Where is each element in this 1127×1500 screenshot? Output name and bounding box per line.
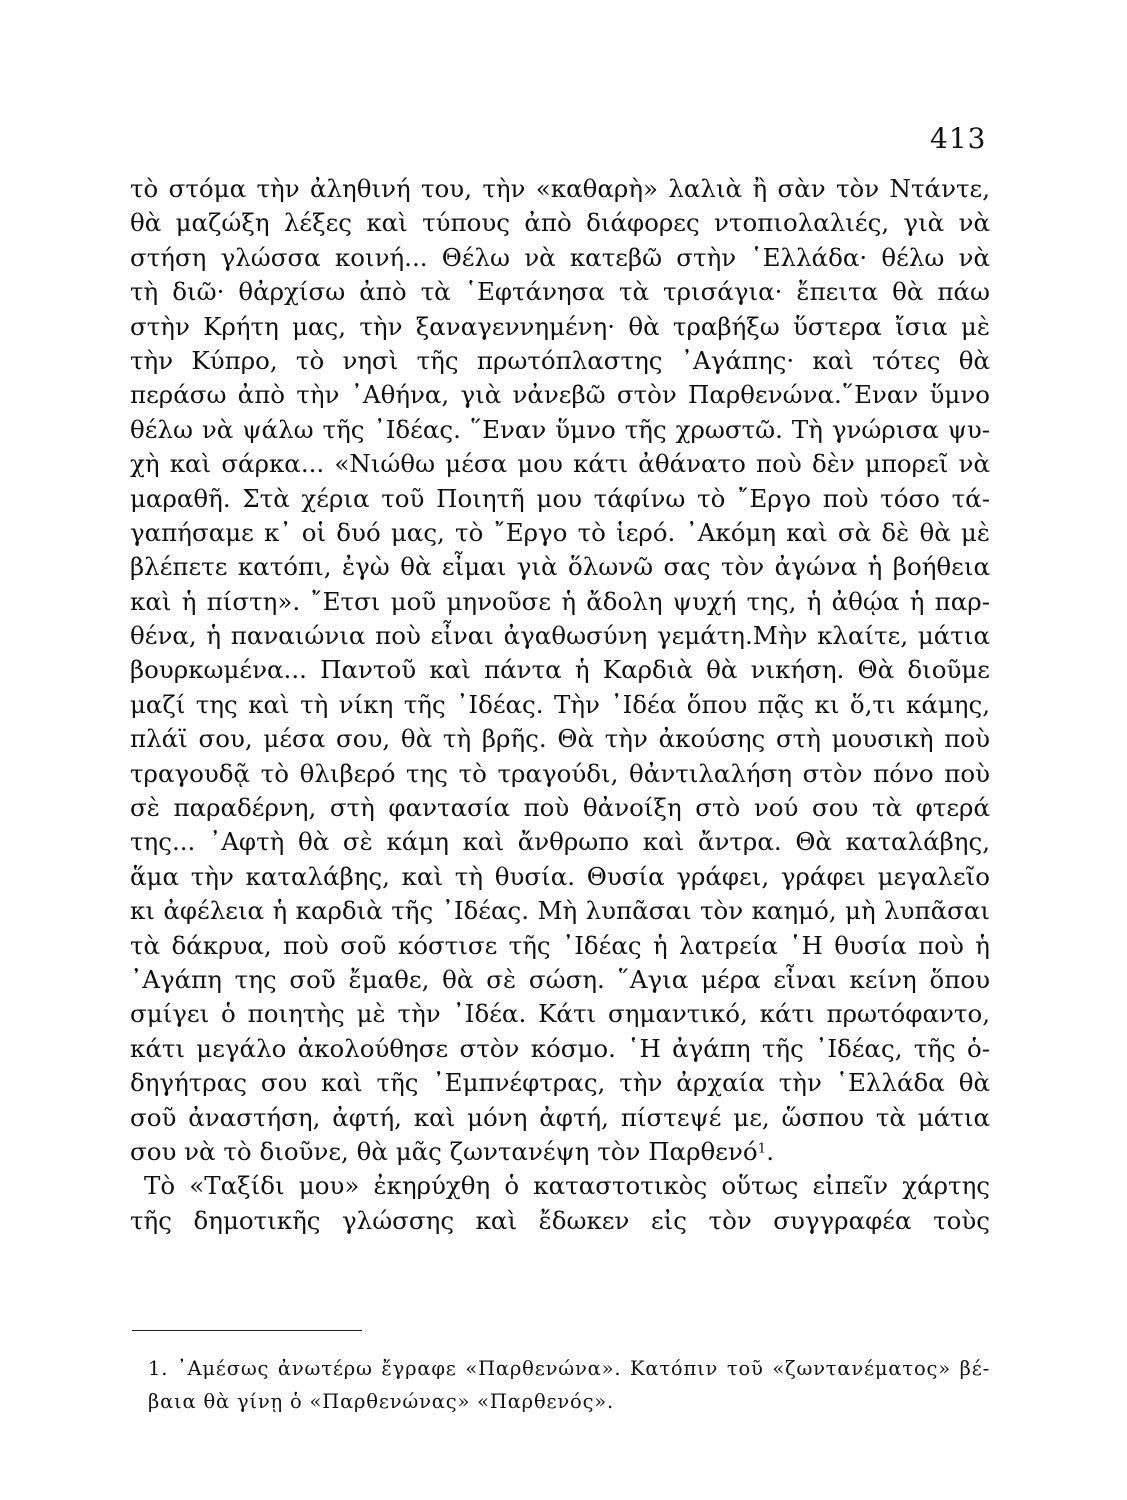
text-line: γαπήσαμε κ᾽ οἱ δυό μας, τὸ ῎Εργο τὸ ἱερό. ᾽Ακόμη καὶ σὰ δὲ θὰ μὲ bbox=[130, 517, 990, 547]
text-line: κι ἀφέλεια ἡ καρδιὰ τῆς ᾽Ιδέας. Μὴ λυπᾶσαι τὸν καημό, μὴ λυπᾶσαι bbox=[130, 896, 990, 926]
text-line: στήση γλώσσα κοινή... Θέλω νὰ κατεβῶ στὴν ῾Ελλάδα· θέλω νὰ bbox=[130, 242, 990, 272]
text-line: ἅμα τὴν καταλάβης, καὶ τὴ θυσία. Θυσία γράφει, γράφει μεγαλεῖο bbox=[130, 861, 990, 891]
text-line: βουρκωμένα... Παντοῦ καὶ πάντα ἡ Καρδιὰ θὰ νικήση. Θὰ διοῦμε bbox=[130, 655, 990, 685]
footnote-line: βαια θὰ γίνῃ ὁ «Παρθενώνας» «Παρθενός». bbox=[148, 1390, 615, 1413]
text-line: τὴ διῶ· θἀρχίσω ἀπὸ τὰ ῾Εφτάνησα τὰ τρισάγια· ἔπειτα θὰ πάω bbox=[130, 277, 990, 307]
sentence-period: . bbox=[766, 1136, 774, 1166]
footnote-divider bbox=[132, 1330, 362, 1331]
text-line: τῆς δημοτικῆς γλώσσης καὶ ἔδωκεν εἰς τὸν συγγραφέα τοὺς bbox=[130, 1205, 990, 1235]
text-line: καὶ ἡ πίστη». ῎Ετσι μοῦ μηνοῦσε ἡ ἄδολη ψυχή της, ἡ ἀθῴα ἡ παρ- bbox=[130, 586, 990, 616]
paragraph-end-line bbox=[130, 1135, 990, 1169]
text-line: τραγουδᾷ τὸ θλιβερό της τὸ τραγούδι, θἀντιλαλήση στὸν πόνο ποὺ bbox=[130, 758, 990, 788]
footnote-reference: 1 bbox=[757, 1140, 767, 1157]
text-line: πλάϊ σου, μέσα σου, θὰ τὴ βρῆς. Θὰ τὴν ἀκούσης στὴ μουσικὴ ποὺ bbox=[130, 724, 990, 754]
text-line: ᾽Αγάπη της σοῦ ἔμαθε, θὰ σὲ σώση. ῞Αγια μέρα εἶναι κείνη ὅπου bbox=[130, 964, 990, 994]
text-line: τὴν Κύπρο, τὸ νησὶ τῆς πρωτόπλαστης ᾽Αγάπης· καὶ τότες θὰ bbox=[130, 345, 990, 375]
text-line: σμίγει ὁ ποιητὴς μὲ τὴν ᾽Ιδέα. Κάτι σημαντικό, κάτι πρωτόφαντο, bbox=[130, 999, 990, 1029]
text-line: τὰ δάκρυα, ποὺ σοῦ κόστισε τῆς ᾽Ιδέας ἡ λατρεία ῾Η θυσία ποὺ ἡ bbox=[130, 930, 990, 960]
page-number: 413 bbox=[930, 122, 987, 155]
footnotes bbox=[148, 1352, 990, 1418]
text-line: θέλω νὰ ψάλω τῆς ᾽Ιδέας. ῞Εναν ὕμνο τῆς χρωστῶ. Τὴ γνώρισα ψυ- bbox=[130, 414, 990, 444]
text-line: χὴ καὶ σάρκα... «Νιώθω μέσα μου κάτι ἀθάνατο ποὺ δὲν μπορεῖ νὰ bbox=[130, 449, 990, 479]
text-line: σὲ παραδέρνη, στὴ φαντασία ποὺ θἀνοίξη στὸ νού σου τὰ φτερά bbox=[130, 793, 990, 823]
text-line: κάτι μεγάλο ἀκολούθησε στὸν κόσμο. ῾Η ἀγάπη τῆς ᾽Ιδέας, τῆς ὁ- bbox=[130, 1033, 990, 1063]
text-line: στὴν Κρήτη μας, τὴν ξαναγεννημένη· θὰ τραβήξω ὕστερα ἴσια μὲ bbox=[130, 311, 990, 341]
text-line: μαραθῆ. Στὰ χέρια τοῦ Ποιητῆ μου τάφίνω τὸ ῎Εργο ποὺ τόσο τά- bbox=[130, 483, 990, 513]
text-line: θένα, ἡ παναιώνια ποὺ εἶναι ἀγαθωσύνη γεμάτη.Μὴν κλαίτε, μάτια bbox=[130, 621, 990, 651]
text-line: περάσω ἀπὸ τὴν ᾽Αθήνα, γιὰ νἀνεβῶ στὸν Παρθενώνα.῞Εναν ὕμνο bbox=[130, 380, 990, 410]
text-line: μαζί της καὶ τὴ νίκη τῆς ᾽Ιδέας. Τὴν ᾽Ιδέα ὅπου πᾷς κι ὅ,τι κάμης, bbox=[130, 689, 990, 719]
text-line: σοῦ ἀναστήση, ἀφτή, καὶ μόνη ἀφτή, πίστεψέ με, ὥσπου τὰ μάτια bbox=[130, 1102, 990, 1132]
text-line-content: σου νὰ τὸ διοῦνε, θὰ μᾶς ζωντανέψη τὸν Παρθενό bbox=[130, 1136, 758, 1166]
main-text bbox=[130, 172, 990, 1238]
text-line: τὸ στόμα τὴν ἀληθινή του, τὴν «καθαρὴ» λαλιὰ ἢ σὰν τὸν Ντάντε, bbox=[130, 174, 990, 203]
footnote-line: 1. ᾽Αμέσως ἀνωτέρω ἔγραφε «Παρθενώνα». Κατόπιν τοῦ «ζωντανέματος» βέ- bbox=[148, 1357, 990, 1380]
text-line: δηγήτρας σου καὶ τῆς ᾽Εμπνέφτρας, τὴν ἀρχαία τὴν ῾Ελλάδα θὰ bbox=[130, 1068, 990, 1098]
text-line: της... ᾽Αφτὴ θὰ σὲ κάμη καὶ ἄνθρωπο καὶ ἄντρα. Θὰ καταλάβης, bbox=[130, 827, 990, 857]
text-line: βλέπετε κατόπι, ἐγὼ θὰ εἶμαι γιὰ ὅλωνῶ σας τὸν ἀγώνα ἡ βοήθεια bbox=[130, 552, 990, 582]
text-line: Τὸ «Ταξίδι μου» ἐκηρύχθη ὁ καταστοτικὸς οὕτως εἰπεῖν χάρτης bbox=[144, 1171, 990, 1201]
text-line: θὰ μαζώξη λέξες καὶ τύπους ἀπὸ διάφορες ντοπιολαλιές, γιὰ νὰ bbox=[130, 208, 990, 238]
